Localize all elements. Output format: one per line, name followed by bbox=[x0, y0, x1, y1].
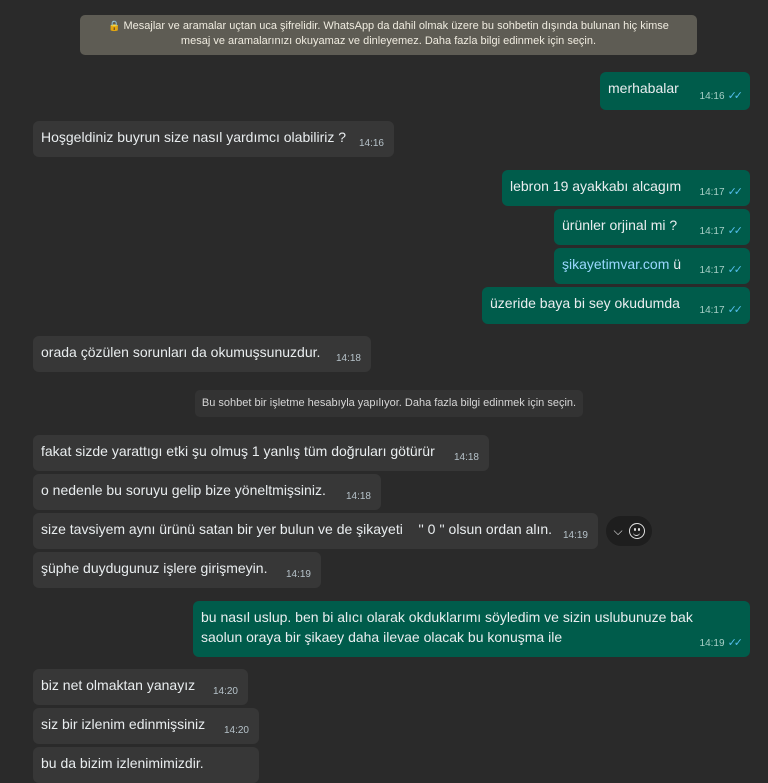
message-bubble-incoming[interactable] bbox=[33, 552, 321, 588]
message-time: 14:17 bbox=[699, 265, 725, 276]
message-meta bbox=[700, 633, 740, 654]
read-ticks-icon: ✓✓ bbox=[727, 304, 740, 316]
message-meta bbox=[700, 300, 740, 321]
message-meta bbox=[700, 86, 740, 107]
message-time: 14:17 bbox=[699, 305, 725, 316]
message-bubble-incoming[interactable] bbox=[33, 121, 394, 157]
message-bubble-outgoing[interactable] bbox=[554, 248, 750, 284]
message-meta bbox=[700, 221, 740, 242]
message-time: 14:17 bbox=[699, 187, 725, 198]
message-meta bbox=[700, 260, 740, 281]
message-bubble-outgoing[interactable] bbox=[193, 601, 750, 657]
emoji-reaction-icon[interactable] bbox=[629, 523, 645, 539]
encryption-notice[interactable] bbox=[80, 15, 697, 55]
message-bubble-incoming[interactable] bbox=[33, 336, 371, 372]
message-time: 14:20 bbox=[212, 686, 238, 697]
message-time: 14:16 bbox=[699, 91, 725, 102]
message-text: bu nasıl uslup. ben bi alıcı olarak okduklarımı söyledim ve sizin uslubunuze bak saolun oraya bir şikaey daha ilevae olacak bu konuşma ile bbox=[201, 609, 693, 645]
read-ticks-icon: ✓✓ bbox=[727, 186, 740, 198]
read-ticks-icon: ✓✓ bbox=[727, 225, 740, 237]
read-ticks-icon: ✓✓ bbox=[727, 90, 740, 102]
message-actions[interactable] bbox=[606, 516, 652, 546]
message-time: 14:18 bbox=[345, 491, 371, 502]
message-bubble-outgoing[interactable] bbox=[554, 209, 750, 245]
message-text: ürünler orjinal mi ? bbox=[562, 217, 678, 233]
message-bubble-incoming[interactable] bbox=[33, 669, 248, 705]
message-time: 14:17 bbox=[699, 226, 725, 237]
message-time: 14:20 bbox=[223, 725, 249, 736]
message-text: üzeride baya bi sey okudumda bbox=[490, 295, 680, 311]
message-text: siz bir izlenim edinmişsiniz bbox=[41, 716, 206, 732]
message-time: 14:16 bbox=[358, 138, 384, 149]
message-text: bu da bizim izlenimimizdir. bbox=[41, 755, 204, 771]
encryption-notice-text: Mesajlar ve aramalar uçtan uca şifrelidir. WhatsApp da dahil olmak üzere bu sohbetin dışında bulunan hiç kimse mesaj ve aramalarınızı okuyamaz ve dinleyemez. Daha fazla bilgi edinmek için seçin. bbox=[123, 20, 669, 47]
message-bubble-incoming[interactable] bbox=[33, 747, 259, 783]
message-text: merhabalar bbox=[608, 80, 679, 96]
message-bubble-outgoing[interactable] bbox=[482, 287, 750, 324]
lock-icon: 🔒 bbox=[108, 21, 121, 32]
message-text: orada çözülen sorunları da okumuşsunuzdur. bbox=[41, 344, 321, 360]
message-text: ü bbox=[669, 256, 682, 272]
message-bubble-outgoing[interactable] bbox=[502, 170, 750, 206]
message-time: 14:19 bbox=[699, 638, 725, 649]
message-bubble-outgoing[interactable] bbox=[600, 72, 750, 110]
message-text: lebron 19 ayakkabı alcagım bbox=[510, 178, 682, 194]
message-time: 14:18 bbox=[453, 452, 479, 463]
read-ticks-icon: ✓✓ bbox=[727, 637, 740, 649]
business-account-notice[interactable]: Bu sohbet bir işletme hesabıyla yapılıyor. Daha fazla bilgi edinmek için seçin. bbox=[195, 390, 583, 417]
message-meta bbox=[700, 182, 740, 203]
message-bubble-incoming[interactable] bbox=[33, 708, 259, 744]
message-link[interactable]: şikayetimvar.com bbox=[562, 256, 670, 272]
message-bubble-incoming[interactable] bbox=[33, 435, 489, 471]
message-text: o nedenle bu soruyu gelip bize yöneltmişsiniz. bbox=[41, 482, 326, 498]
chevron-down-icon[interactable]: ⌵ bbox=[613, 523, 623, 538]
message-bubble-incoming[interactable] bbox=[33, 513, 598, 549]
message-time: 14:18 bbox=[335, 353, 361, 364]
message-text: Hoşgeldiniz buyrun size nasıl yardımcı olabiliriz ? bbox=[41, 129, 347, 145]
message-text: biz net olmaktan yanayız bbox=[41, 677, 196, 693]
message-text: şüphe duydugunuz işlere girişmeyin. bbox=[41, 560, 268, 576]
message-text: size tavsiyem aynı ürünü satan bir yer bulun ve de şikayeti '' 0 '' olsun ordan alın. bbox=[41, 521, 553, 537]
message-text: fakat sizde yarattıgı etki şu olmuş 1 yanlış tüm doğruları götürür bbox=[41, 443, 435, 459]
message-bubble-incoming[interactable] bbox=[33, 474, 381, 510]
message-time: 14:19 bbox=[562, 530, 588, 541]
read-ticks-icon: ✓✓ bbox=[727, 264, 740, 276]
message-time: 14:19 bbox=[285, 569, 311, 580]
